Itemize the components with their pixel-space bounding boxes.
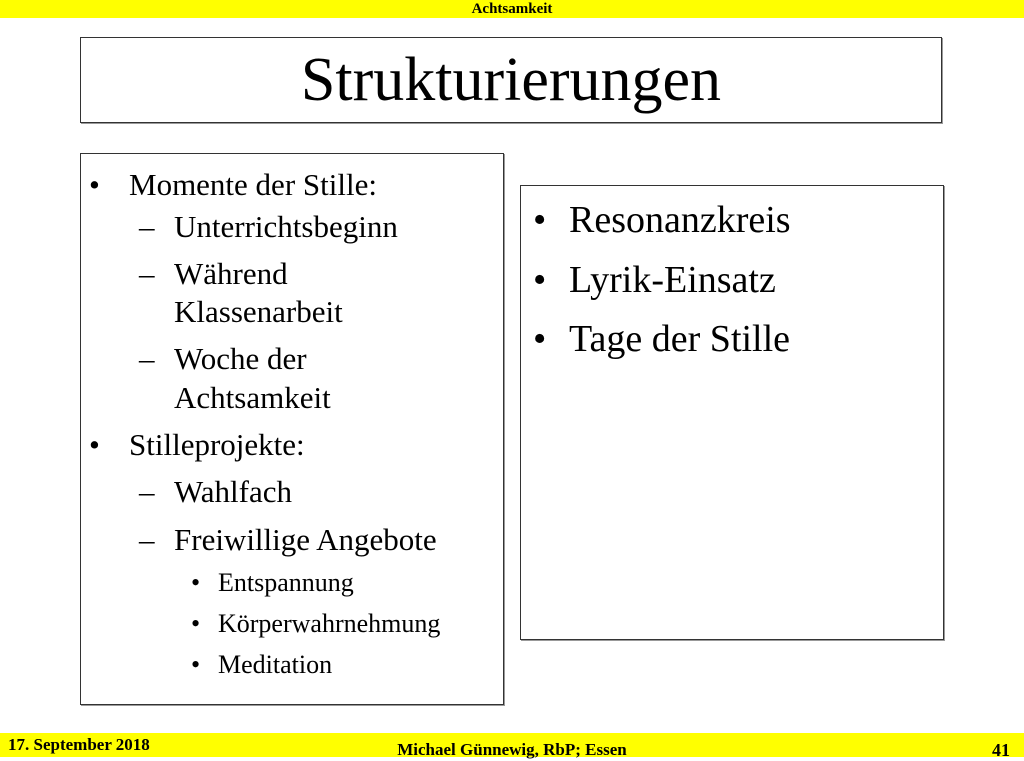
title-box xyxy=(80,37,942,123)
footer-date: 17. September 2018 xyxy=(8,735,150,754)
list-item: Unterrichtsbeginn xyxy=(174,209,398,244)
list-item: Stilleprojekte: xyxy=(129,427,305,462)
footer-bar xyxy=(0,733,1024,760)
list-item: Freiwillige Angebote xyxy=(174,522,437,557)
dash-marker: – xyxy=(139,256,155,291)
right-content-box xyxy=(520,185,944,640)
slide-title: Strukturierungen xyxy=(300,45,722,114)
header-label: Achtsamkeit xyxy=(471,1,553,17)
bullet-marker: • xyxy=(533,199,547,241)
bullet-marker: • xyxy=(89,167,100,202)
list-item: Momente der Stille: xyxy=(129,167,377,202)
list-item: Woche der xyxy=(174,341,307,376)
list-item: Tage der Stille xyxy=(569,318,791,360)
bullet-marker: • xyxy=(191,609,201,638)
list-item: Achtsamkeit xyxy=(174,380,331,415)
list-item: Lyrik-Einsatz xyxy=(569,259,776,301)
bullet-marker: • xyxy=(191,650,201,679)
list-item: Während xyxy=(174,256,288,291)
bullet-marker: • xyxy=(533,318,547,360)
list-item: Klassenarbeit xyxy=(174,294,343,329)
list-item: Resonanzkreis xyxy=(569,199,791,241)
dash-marker: – xyxy=(139,522,155,557)
list-item: Meditation xyxy=(218,650,333,679)
list-item: Wahlfach xyxy=(174,474,292,509)
dash-marker: – xyxy=(139,209,155,244)
page-number: 41 xyxy=(992,740,1010,760)
bullet-marker: • xyxy=(191,568,201,597)
list-item: Entspannung xyxy=(218,568,354,597)
dash-marker: – xyxy=(139,341,155,376)
bullet-marker: • xyxy=(89,427,100,462)
list-item: Körperwahrnehmung xyxy=(218,609,441,638)
dash-marker: – xyxy=(139,474,155,509)
bullet-marker: • xyxy=(533,259,547,301)
footer-author: Michael Günnewig, RbP; Essen xyxy=(397,740,627,759)
header-bar xyxy=(0,0,1024,18)
left-content-box xyxy=(80,153,504,705)
